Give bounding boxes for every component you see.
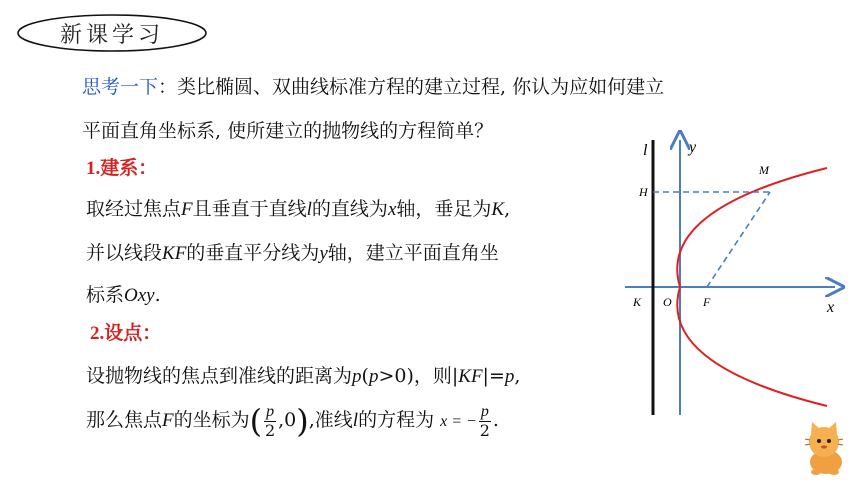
question-lead: 思考一下	[82, 76, 159, 98]
section-title: 新课学习	[59, 22, 164, 48]
label-x: x	[827, 299, 835, 316]
cat-mascot-icon	[802, 420, 848, 476]
question-text: 类比椭圆、双曲线标准方程的建立过程, 你认为应如何建立	[177, 76, 665, 98]
step2-line-1: 设抛物线的焦点到准线的距离为p(p>0)，则|KF|=p,	[86, 365, 521, 387]
question-line-1: 思考一下：类比椭圆、双曲线标准方程的建立过程, 你认为应如何建立	[82, 76, 665, 98]
focus-fraction: $\frac{p}{2}$	[265, 402, 276, 440]
section-title-badge	[16, 13, 208, 53]
question-line-2: 平面直角坐标系, 使所建立的抛物线的方程简单？	[82, 120, 494, 142]
label-l: l	[643, 142, 648, 159]
label-y: y	[689, 139, 697, 156]
step1-line-1: 取经过焦点F且垂直于直线l的直线为x轴，垂足为K,	[86, 198, 511, 220]
step2-line-2: 那么焦点F的坐标为( $\frac{p}{2}$ ,0),准线l的方程为 x = − $\frac{p}{2}$ .	[86, 402, 499, 440]
step1-line-2: 并以线段KF的垂直平分线为y轴，建立平面直角坐	[86, 242, 499, 264]
directrix-fraction: $\frac{p}{2}$	[479, 402, 490, 440]
label-K: K	[633, 295, 642, 309]
step1-heading: 1.建系：	[86, 158, 158, 179]
parabola-graph	[615, 130, 845, 420]
label-O: O	[663, 295, 672, 309]
label-H: H	[639, 185, 648, 199]
step1-line-3: 标系Oxy.	[86, 284, 161, 306]
label-M: M	[759, 163, 769, 177]
step2-heading: 2.设点：	[90, 323, 162, 344]
label-F: F	[703, 295, 711, 309]
dashed-MF	[707, 192, 770, 287]
